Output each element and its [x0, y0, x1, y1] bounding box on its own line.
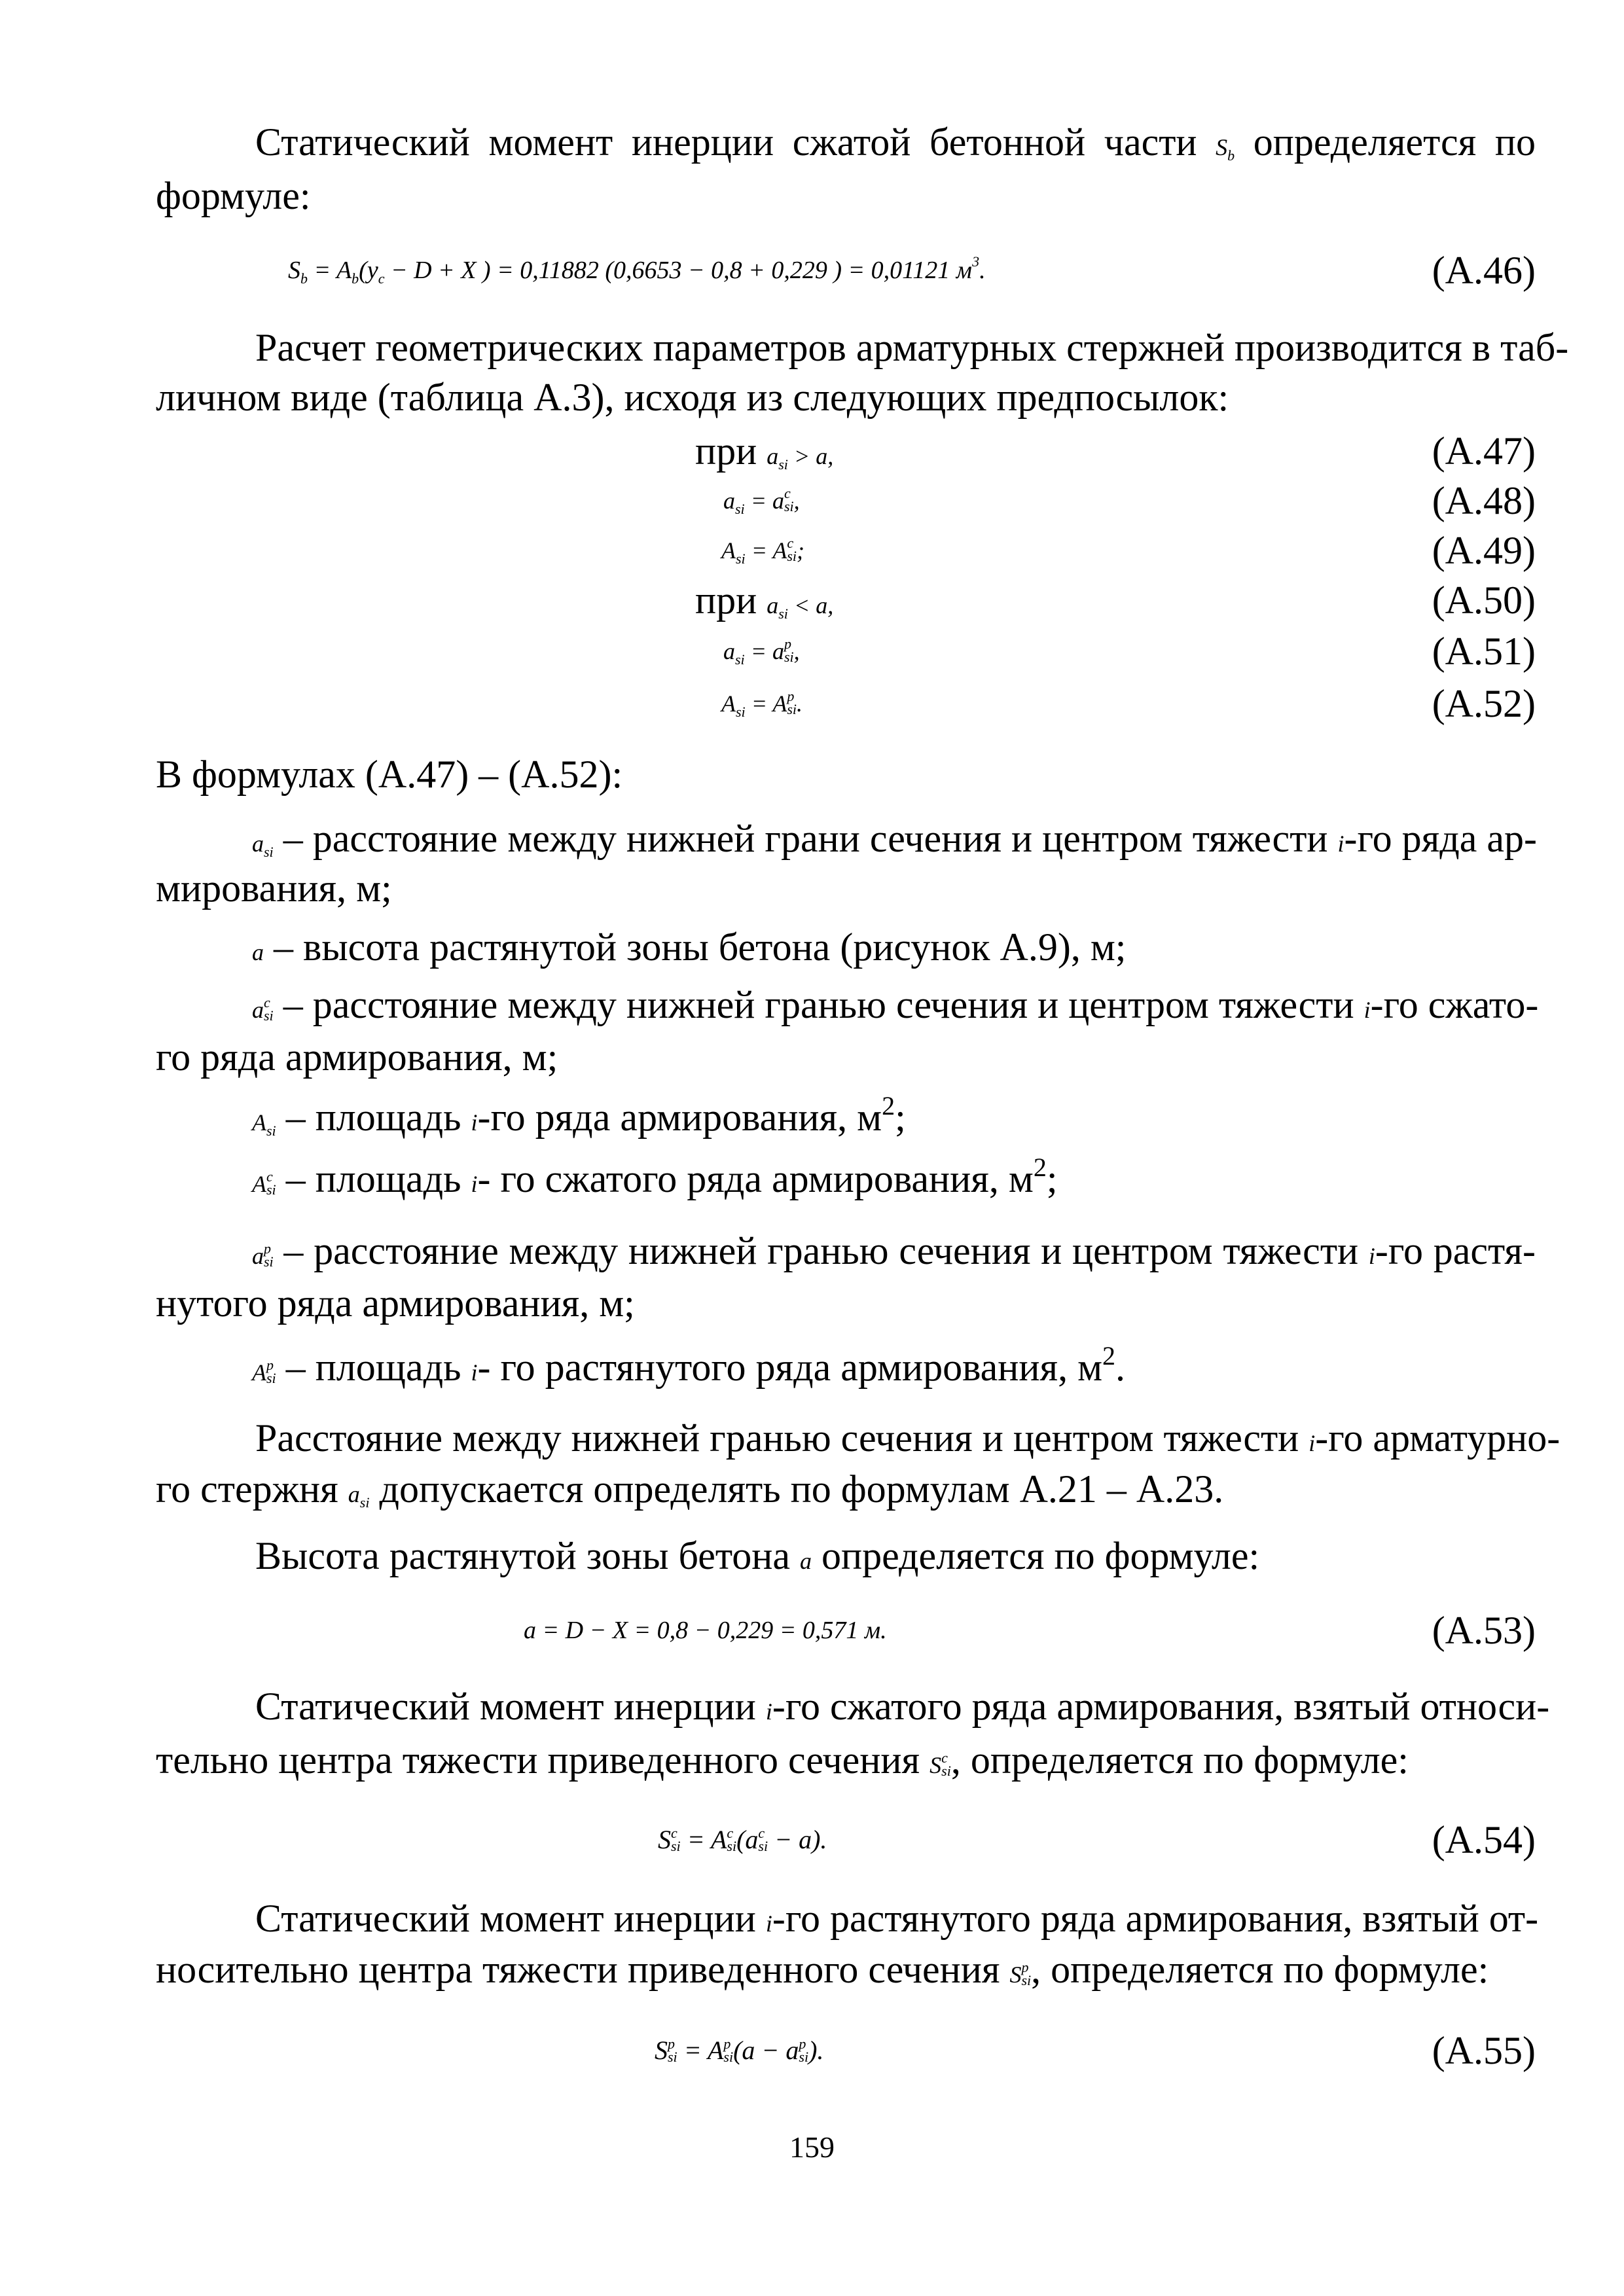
- def-asi-line2: мирования, м;: [156, 867, 392, 910]
- para2-line2: личном виде (таблица А.3), исходя из следующих предпосылок:: [156, 376, 1229, 419]
- def-asip-line1: a p si – расстояние между нижней гранью сечения и центром тяжести i-го растя-: [252, 1229, 1536, 1272]
- eq-number-a52: (А.52): [1432, 682, 1536, 725]
- sb-symbol: $S_b$: [1216, 134, 1235, 164]
- def-asic-line2: го ряда армирования, м;: [156, 1035, 558, 1079]
- eq-number-a55: (А.55): [1432, 2029, 1536, 2072]
- para1-text-a: Статический момент инерции сжатой бетонной части: [255, 120, 1197, 164]
- equation-a50: при $a_{si} < a$,: [695, 579, 834, 622]
- para1-text-b: определяется по: [1253, 120, 1536, 164]
- para1-line2: формуле:: [156, 174, 311, 217]
- def-a: a – высота растянутой зоны бетона (рисунок А.9), м;: [252, 925, 1127, 969]
- eq-number-a46: (А.46): [1432, 249, 1536, 292]
- equation-a53: a = D − X = 0,8 − 0,229 = 0,571 м.: [524, 1617, 887, 1644]
- para5-line1: Статический момент инерции i-го сжатого ряда армирования, взятый относи-: [255, 1685, 1550, 1728]
- eq-number-a53: (А.53): [1432, 1609, 1536, 1652]
- eq-number-a54: (А.54): [1432, 1818, 1536, 1861]
- equation-a54: S c si = A c si (a c si − a).: [658, 1825, 827, 1854]
- def-Asi: $A_{si}$ – площадь i-го ряда армирования, $м^2$;: [252, 1091, 906, 1139]
- para4: Высота растянутой зоны бетона a определяется по формуле:: [255, 1534, 1260, 1577]
- equation-a51: $a_{si} = a$ p si ,: [723, 636, 800, 668]
- formulas-heading: В формулах (А.47) – (А.52):: [156, 753, 623, 796]
- para1-line1: [255, 115, 1536, 174]
- eq-number-a49: (А.49): [1432, 529, 1536, 572]
- equation-a47: при $a_{si} > a$,: [695, 429, 834, 473]
- eq-number-a51: (А.51): [1432, 630, 1536, 673]
- eq-number-a50: (А.50): [1432, 579, 1536, 622]
- equation-a46: $S_b = A_b(y_c - D + X$ ) = 0,11882 (0,6653 − 0,8 + 0,229 ) = 0,01121 $м^3$.: [288, 253, 986, 287]
- equation-a55: S p si = A p si (a − a p si ).: [655, 2036, 824, 2065]
- para2-line1: Расчет геометрических параметров арматурных стержней производится в таб-: [255, 326, 1569, 369]
- def-Asip: A p si – площадь i- го растянутого ряда армирования, $м^2$.: [252, 1341, 1126, 1389]
- equation-a48: $a_{si} = a$ c si ,: [723, 485, 800, 517]
- def-asip-line2: нутого ряда армирования, м;: [156, 1282, 635, 1325]
- equation-a52: $A_{si} = A$ p si .: [721, 688, 803, 720]
- equation-a49: $A_{si} = A$ c si ;: [721, 535, 805, 567]
- def-asic-line1: a c si – расстояние между нижней гранью сечения и центром тяжести i-го сжато-: [252, 983, 1539, 1026]
- para6-line2: носительно центра тяжести приведенного сечения S p si , определяется по формуле:: [156, 1948, 1489, 1991]
- para6-line1: Статический момент инерции i-го растянутого ряда армирования, взятый от-: [255, 1897, 1539, 1940]
- eq-number-a48: (А.48): [1432, 479, 1536, 522]
- para3-line1: Расстояние между нижней гранью сечения и центром тяжести i-го арматурно-: [255, 1416, 1561, 1460]
- para5-line2: тельно центра тяжести приведенного сечения S c si , определяется по формуле:: [156, 1738, 1409, 1782]
- eq-number-a47: (А.47): [1432, 429, 1536, 473]
- def-asi-line1: $a_{si}$ – расстояние между нижней грани сечения и центром тяжести i-го ряда ар-: [252, 817, 1538, 860]
- def-Asic: A c si – площадь i- го сжатого ряда армирования, $м^2$;: [252, 1153, 1058, 1200]
- para3-line2: го стержня $a_{si}$ допускается определять по формулам А.21 – А.23.: [156, 1467, 1224, 1511]
- page-number: 159: [789, 2130, 835, 2164]
